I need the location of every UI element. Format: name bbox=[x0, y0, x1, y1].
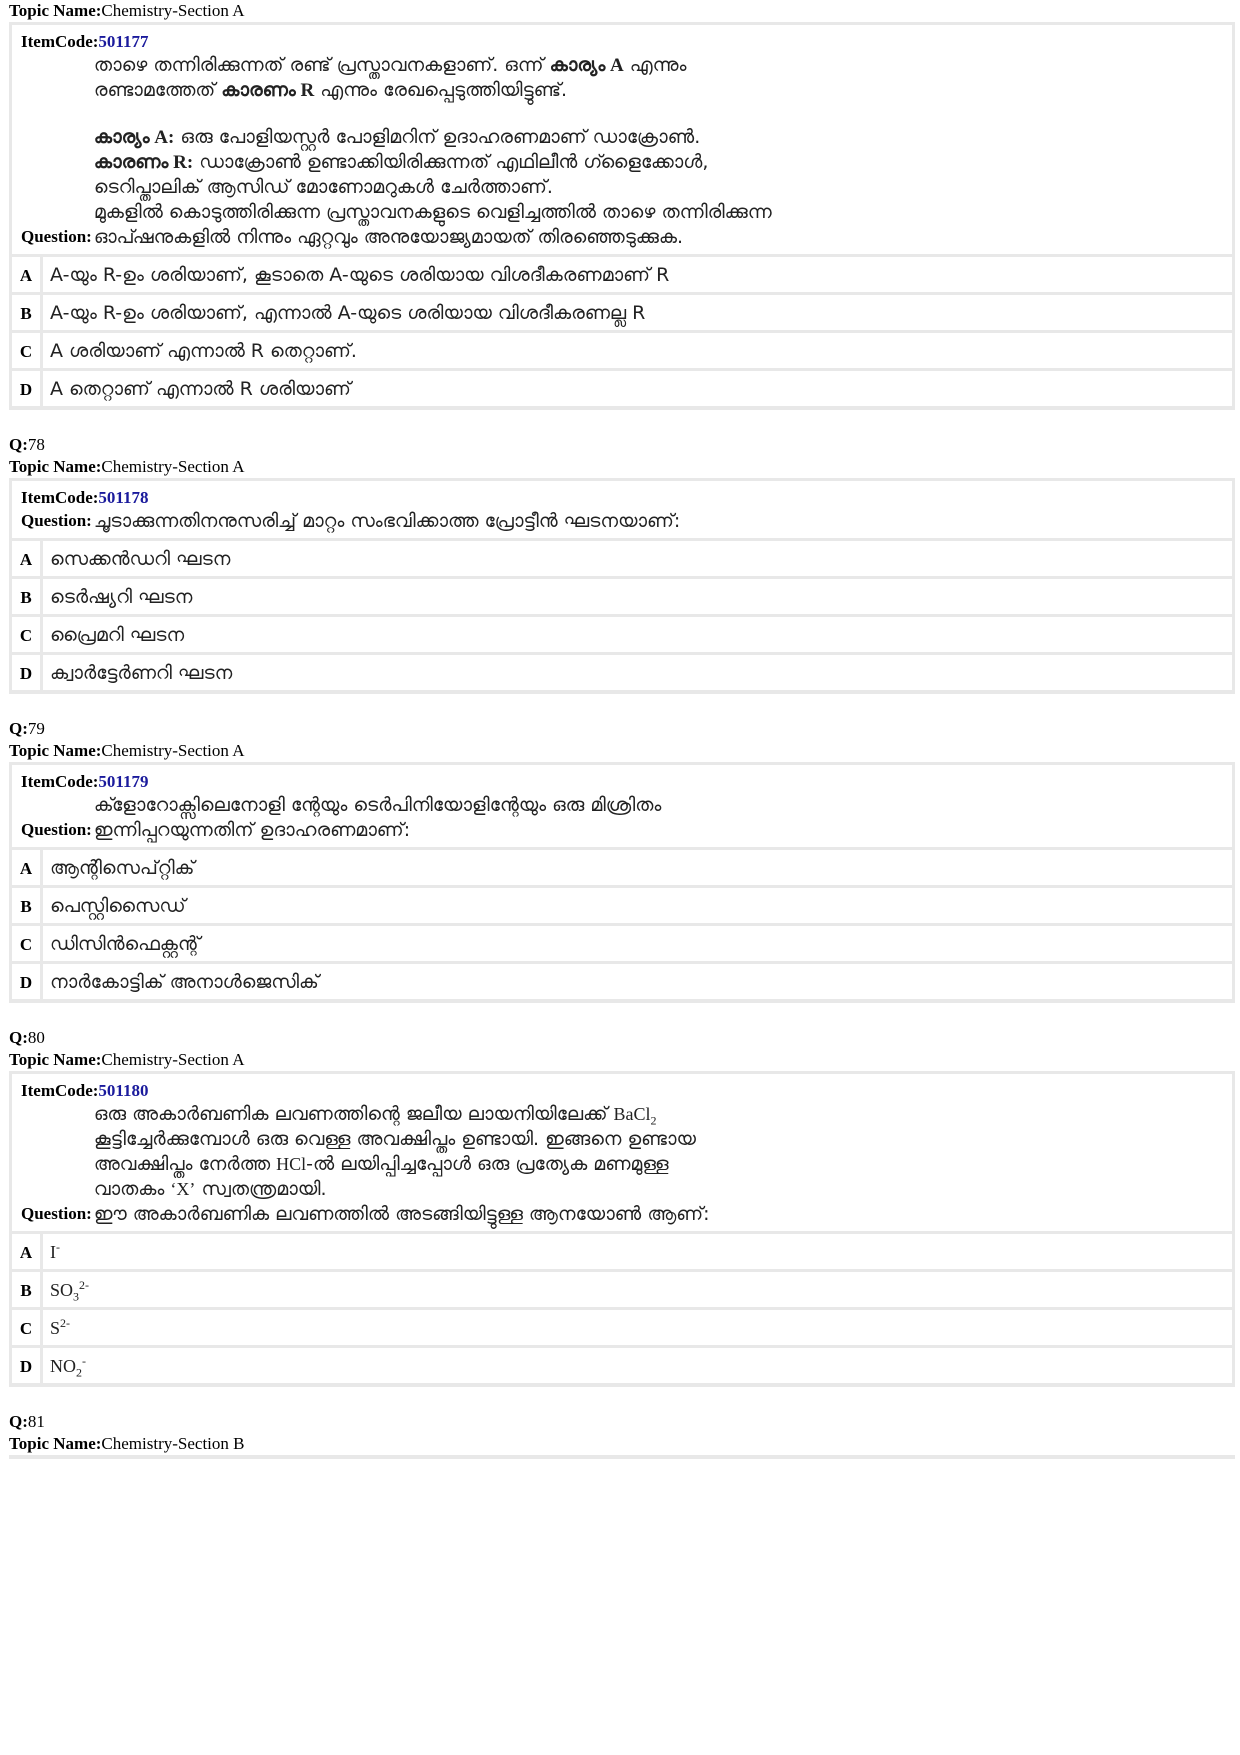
option-row[interactable] bbox=[12, 371, 1232, 406]
option-text: സെക്കൻഡറി ഘടന bbox=[50, 548, 231, 570]
option-row[interactable] bbox=[12, 1310, 1232, 1345]
item-code: 501180 bbox=[98, 1081, 149, 1100]
formula-hcl: HCl bbox=[276, 1154, 307, 1174]
option-letter: C bbox=[12, 926, 43, 961]
topic-name: Chemistry-Section A bbox=[101, 741, 245, 760]
question-number: Q:80 bbox=[9, 1028, 45, 1047]
item-code: 501177 bbox=[98, 32, 149, 51]
question-text: ക്ളോറോക്സിലെനോളി ന്റേയും ടെർപിനിയോളിന്റേയും ഒരു മിശ്രിതം ഇന്നിപ്പറയുന്നതിന് ഉദാഹരണമാണ്: bbox=[93, 794, 662, 841]
option-row[interactable] bbox=[12, 926, 1232, 961]
option-letter: C bbox=[12, 617, 43, 652]
item-code-line: ItemCode:501177 bbox=[21, 32, 149, 51]
question-card bbox=[9, 478, 1235, 694]
option-text: A-യും R-ഉം ശരിയാണ്, എന്നാൽ A-യുടെ ശരിയായ വിശദീകരണല്ല R bbox=[50, 302, 646, 324]
option-letter: A bbox=[12, 1234, 43, 1269]
gas-x: ‘X’ bbox=[170, 1179, 196, 1199]
option-letter: B bbox=[12, 888, 43, 923]
document bbox=[9, 0, 1235, 1459]
option-row[interactable] bbox=[12, 964, 1232, 999]
question-body bbox=[21, 53, 1232, 250]
option-letter: D bbox=[12, 1348, 43, 1383]
option-letter: B bbox=[12, 1272, 43, 1307]
item-code: 501179 bbox=[98, 772, 149, 791]
option-row[interactable] bbox=[12, 655, 1232, 690]
option-formula: $NO_2^-$ bbox=[50, 1354, 86, 1380]
option-row[interactable] bbox=[12, 295, 1232, 330]
option-letter: D bbox=[12, 964, 43, 999]
option-row[interactable] bbox=[12, 541, 1232, 576]
item-code-line: ItemCode:501179 bbox=[21, 772, 149, 791]
question-row bbox=[12, 481, 1232, 538]
option-text: പെസ്റ്റിസൈഡ് bbox=[50, 895, 186, 917]
option-row[interactable] bbox=[12, 617, 1232, 652]
instruction-text: മുകളിൽ കൊടുത്തിരിക്കുന്ന പ്രസ്താവനകളുടെ വെളിച്ചത്തിൽ താഴെ തന്നിരിക്കുന്ന ഓപ്ഷനുകളിൽ നിന്നും ഏറ്റവും അനുയോജ്യമായത് തിരഞ്ഞെടുക്കുക. bbox=[93, 201, 772, 248]
question-number: Q:81 bbox=[9, 1412, 45, 1431]
assertion-text: ഒരു പോളിയസ്റ്റർ പോളിമറിന് ഉദാഹരണമാണ് ഡാക്രോൺ. bbox=[174, 126, 701, 148]
option-row[interactable] bbox=[12, 333, 1232, 368]
option-letter: A bbox=[12, 850, 43, 885]
question-body bbox=[21, 793, 1232, 843]
question-number: Q:79 bbox=[9, 719, 45, 738]
question-card bbox=[9, 762, 1235, 1003]
question-row bbox=[12, 1074, 1232, 1231]
question-row bbox=[12, 25, 1232, 254]
reason-label: കാരണം R: bbox=[93, 152, 194, 173]
option-letter: A bbox=[12, 257, 43, 292]
question-text: ഒരു അകാർബണിക ലവണത്തിന്റെ ജലീയ ലായനിയിലേക്ക് BaCl$_2$ കൂട്ടിച്ചേർക്കുമ്പോൾ ഒരു വെള്ള അവക്ഷിപ്തം ഉണ്ടായി. ഇങ്ങനെ ഉണ്ടായ അവക്ഷിപ്തം നേർത്ത HCl-ൽ ലയിപ്പിച്ചപ്പോൾ ഒരു പ്രത്യേക മണമുള്ള വാതകം ‘X’ സ്വതന്ത്രമായി. ഈ അകാർബണിക ലവണത്തിൽ അടങ്ങിയിട്ടുള്ള ആനയോൺ ആണ്: bbox=[93, 1103, 710, 1225]
option-letter: D bbox=[12, 371, 43, 406]
option-text: ടെർഷ്യറി ഘടന bbox=[50, 586, 193, 608]
option-row[interactable] bbox=[12, 1348, 1232, 1383]
option-text: ഡിസിൻഫെക്റ്റന്റ് bbox=[50, 933, 201, 955]
assertion-label: കാര്യം A: bbox=[93, 127, 175, 148]
question-label: Question: bbox=[21, 1204, 92, 1223]
question-body bbox=[21, 509, 1232, 534]
option-letter: C bbox=[12, 333, 43, 368]
divider bbox=[9, 1455, 1235, 1459]
question-label: Question: bbox=[21, 820, 92, 839]
question-card bbox=[9, 22, 1235, 410]
assertion-keyword: കാര്യം A bbox=[549, 55, 624, 76]
option-letter: B bbox=[12, 295, 43, 330]
option-row[interactable] bbox=[12, 850, 1232, 885]
option-text: A-യും R-ഉം ശരിയാണ്, കൂടാതെ A-യുടെ ശരിയായ വിശദീകരണമാണ് R bbox=[50, 264, 670, 286]
option-formula: $SO_3^{2-}$ bbox=[50, 1278, 90, 1304]
option-text: പ്രൈമറി ഘടന bbox=[50, 624, 185, 646]
topic-line: Topic Name:Chemistry-Section A bbox=[9, 457, 245, 476]
topic-line: Topic Name:Chemistry-Section A bbox=[9, 1050, 245, 1069]
item-code-line: ItemCode:501180 bbox=[21, 1081, 149, 1100]
option-row[interactable] bbox=[12, 1272, 1232, 1307]
option-text: A തെറ്റാണ് എന്നാൽ R ശരിയാണ് bbox=[50, 378, 351, 400]
option-letter: C bbox=[12, 1310, 43, 1345]
option-formula: I- bbox=[50, 1240, 60, 1262]
option-formula: $S^{2-}$ bbox=[50, 1316, 71, 1338]
question-label: Question: bbox=[21, 511, 92, 530]
option-letter: B bbox=[12, 579, 43, 614]
topic-line: Topic Name:Chemistry-Section A bbox=[9, 741, 245, 760]
question-text: ചൂടാക്കുന്നതിനനുസരിച്ച് മാറ്റം സംഭവിക്കാത്ത പ്രോട്ടീൻ ഘടനയാണ്: bbox=[93, 510, 681, 532]
question-row bbox=[12, 765, 1232, 847]
question-card bbox=[9, 1071, 1235, 1387]
option-letter: D bbox=[12, 655, 43, 690]
topic-line: Topic Name:Chemistry-Section B bbox=[9, 1434, 245, 1453]
option-row[interactable] bbox=[12, 888, 1232, 923]
item-code: 501178 bbox=[98, 488, 149, 507]
topic-line: Topic Name:Chemistry-Section A bbox=[9, 1, 245, 20]
topic-name: Chemistry-Section B bbox=[101, 1434, 245, 1453]
topic-name: Chemistry-Section A bbox=[101, 457, 245, 476]
topic-name: Chemistry-Section A bbox=[101, 1, 245, 20]
item-code-line: ItemCode:501178 bbox=[21, 488, 149, 507]
reason-text: ഡാക്രോൺ ഉണ്ടാക്കിയിരിക്കുന്നത് എഥിലീൻ ഗ്ളൈക്കോൾ, ടെറിപ്താലിക് ആസിഡ് മോണോമറുകൾ ചേർത്താണ്. bbox=[93, 151, 709, 198]
option-text: A ശരിയാണ് എന്നാൽ R തെറ്റാണ്. bbox=[50, 340, 357, 362]
reason-keyword: കാരണം R bbox=[221, 80, 315, 101]
option-row[interactable] bbox=[12, 579, 1232, 614]
option-row[interactable] bbox=[12, 257, 1232, 292]
formula-bacl2: BaCl$_2$ bbox=[613, 1104, 657, 1128]
question-number: Q:78 bbox=[9, 435, 45, 454]
question-text: താഴെ തന്നിരിക്കുന്നത് രണ്ട് പ്രസ്താവനകളാണ്. ഒന്ന് കാര്യം A എന്നും രണ്ടാമത്തേത് കാരണം R എന്നും രേഖപ്പെടുത്തിയിട്ടുണ്ട്. കാര്യം A: ഒരു പോളിയസ്റ്റർ പോളിമറിന് ഉദാഹരണമാണ് ഡാക്രോൺ. കാരണം R: ഡാക്രോൺ ഉണ്ടാക്കിയിരിക്കുന്നത് എഥിലീൻ ഗ്ളൈക്കോൾ, ടെറിപ്താലിക് ആസിഡ് മോണോമറുകൾ ചേർത്താണ്. മുകളിൽ കൊടുത്തിരിക്കുന്ന പ്രസ്താവനകളുടെ വെളിച്ചത്തിൽ താഴെ തന്നിരിക്കുന്ന ഓപ്ഷനുകളിൽ നിന്നും ഏറ്റവും അനുയോജ്യമായത് തിരഞ്ഞെടുക്കുക. bbox=[93, 54, 772, 248]
question-body bbox=[21, 1102, 1232, 1227]
option-text: ക്വാർട്ടേർണറി ഘടന bbox=[50, 662, 233, 684]
option-row[interactable] bbox=[12, 1234, 1232, 1269]
option-letter: A bbox=[12, 541, 43, 576]
option-text: ആന്റിസെപ്റ്റിക് bbox=[50, 857, 195, 879]
question-label: Question: bbox=[21, 227, 92, 246]
topic-name: Chemistry-Section A bbox=[101, 1050, 245, 1069]
option-text: നാർകോട്ടിക് അനാൾജെസിക് bbox=[50, 971, 319, 993]
